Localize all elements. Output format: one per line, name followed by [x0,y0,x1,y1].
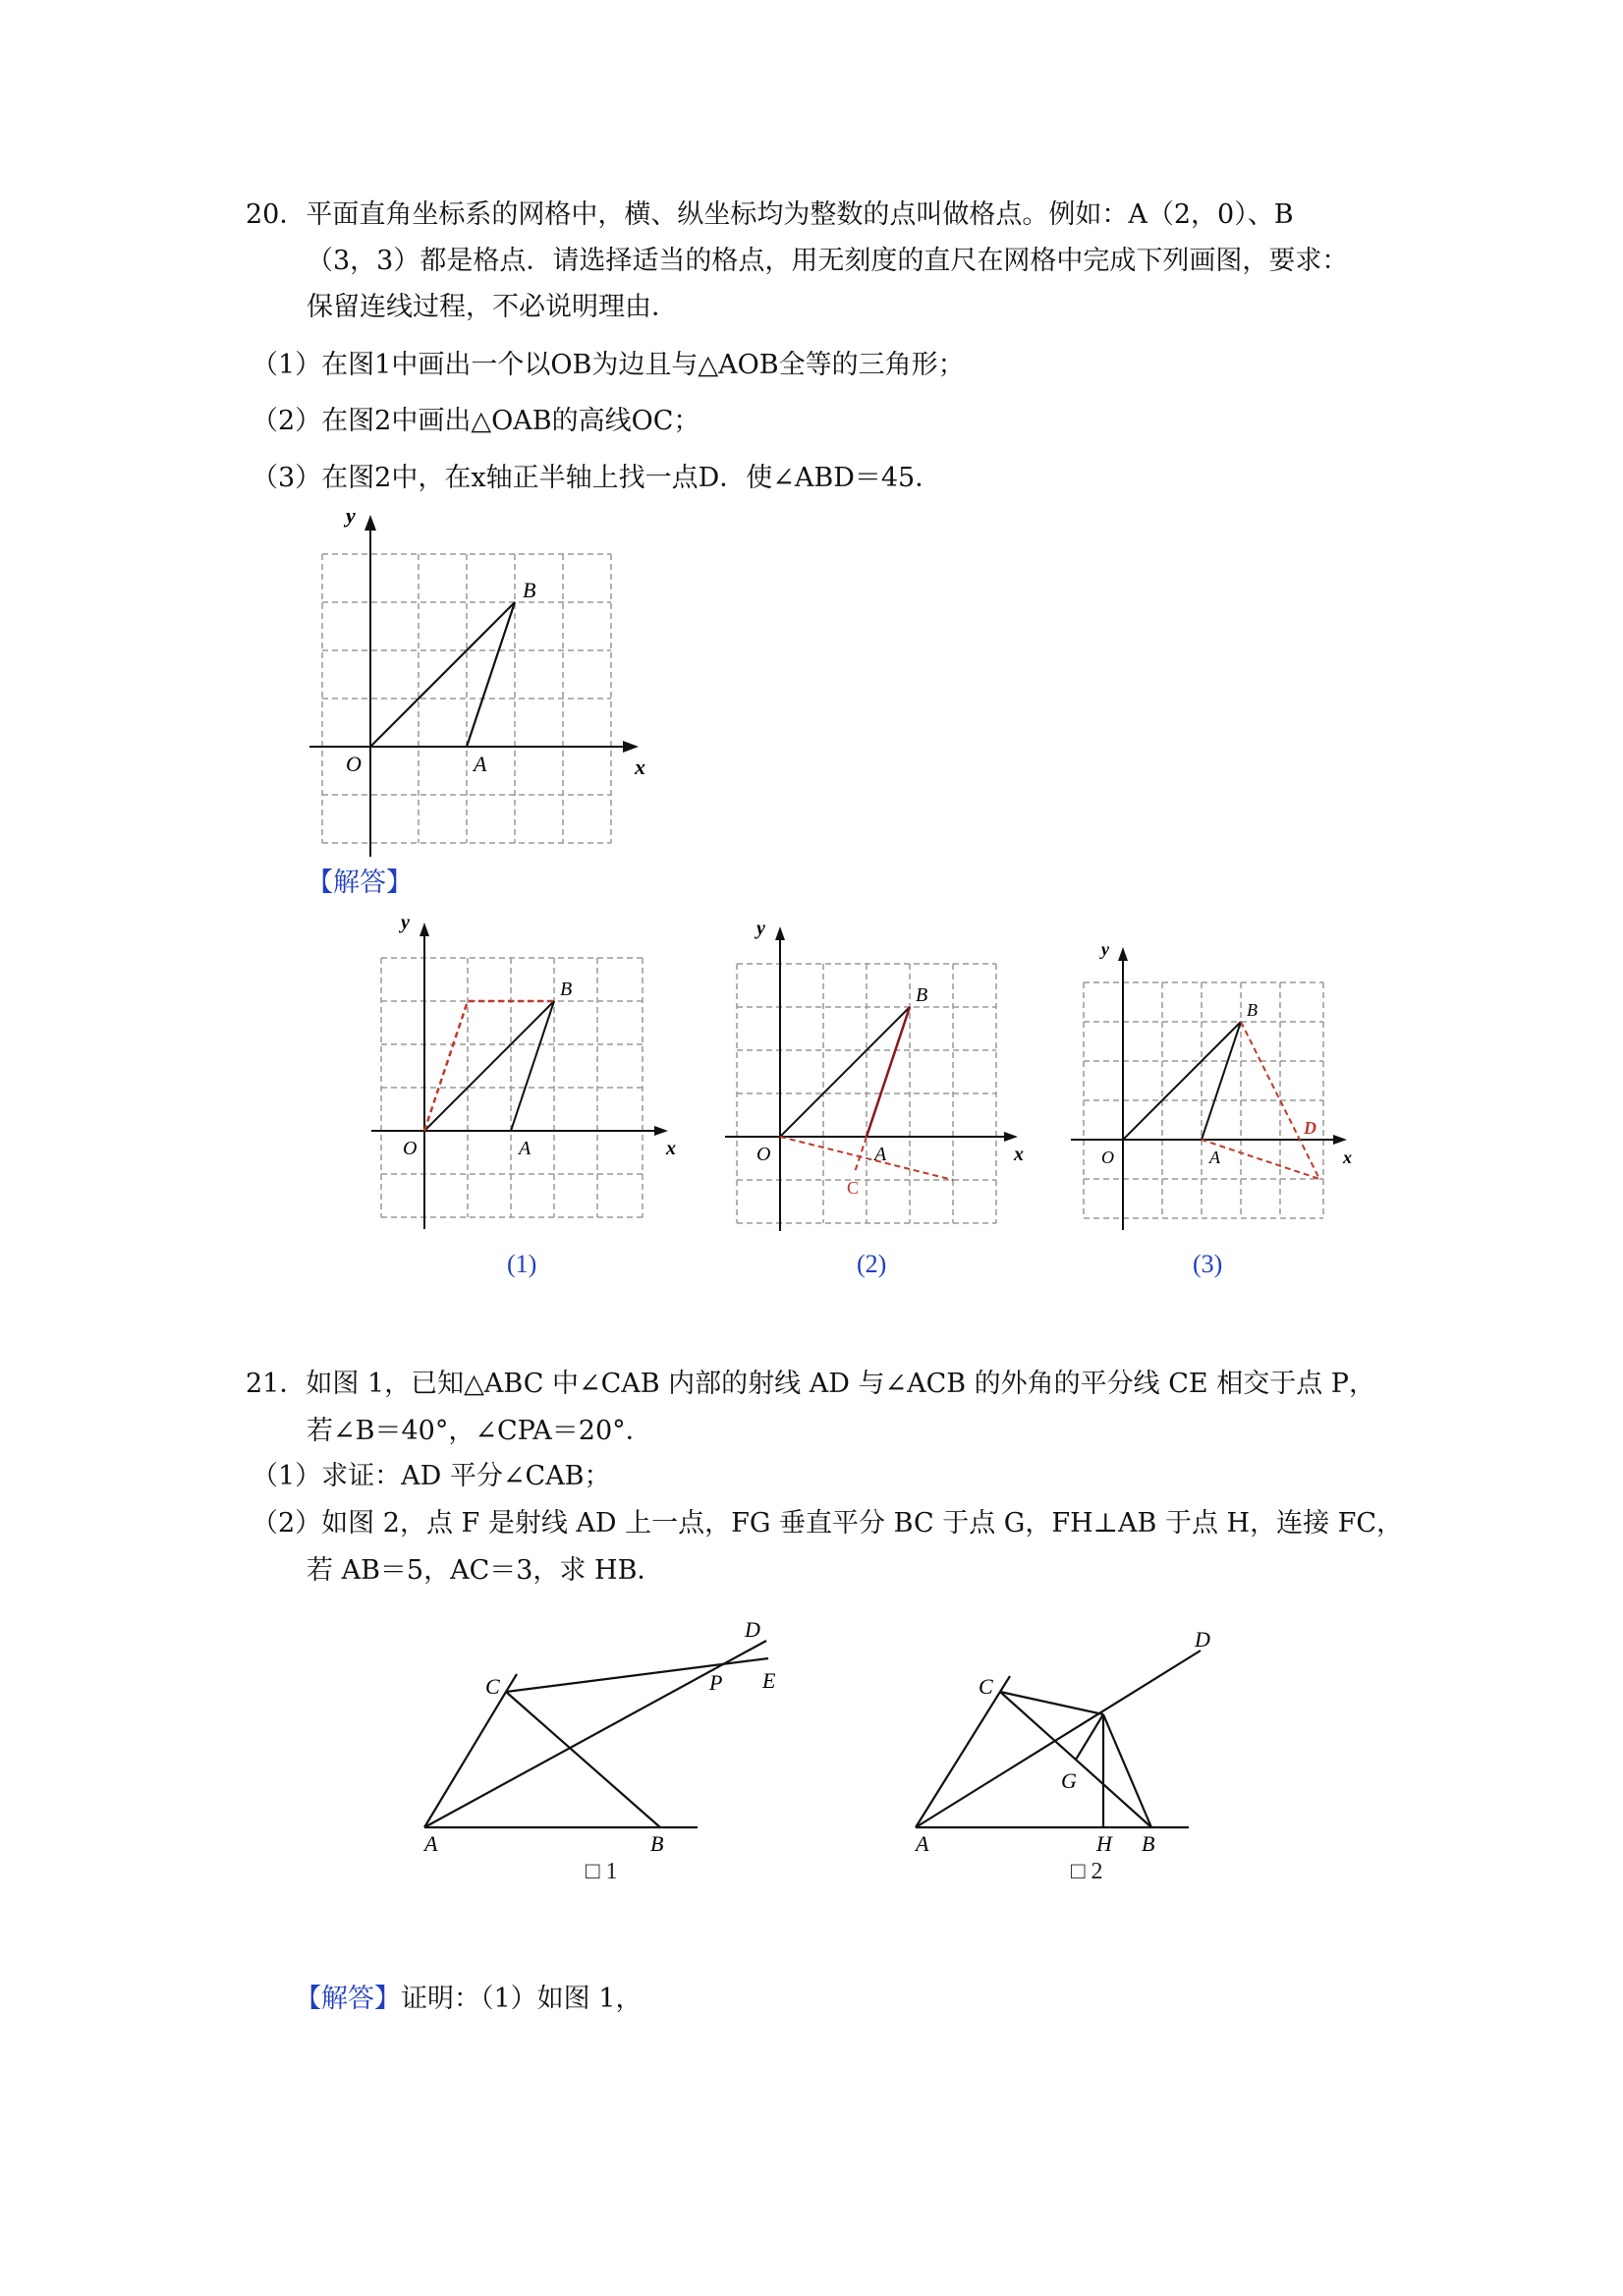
label-b: B [1247,1000,1258,1020]
label-o: O [1101,1148,1114,1167]
q20-question-graph [295,501,668,865]
q21-line1: 21．如图 1，已知△ABC 中∠CAB 内部的射线 AD 与∠ACB 的外角的平分线 CE 相交于点 P， [246,1369,1375,1399]
label-d: D [745,1617,760,1642]
label-a: A [519,1138,532,1159]
label-a: A [874,1144,887,1165]
y-arrow-icon [364,515,376,531]
q21-figure-2 [894,1621,1228,1867]
label-a: A [1209,1148,1220,1167]
q20-line3: 保留连线过程，不必说明理由． [307,292,678,322]
answer-graph-2 [717,909,1041,1233]
segment-ac [916,1692,1000,1827]
triangle-oab [424,1001,554,1131]
label-d: D [1304,1118,1316,1138]
construction-extension [855,1137,867,1172]
caption-3: (3) [1193,1250,1223,1278]
label-y: y [1101,939,1109,959]
label-y: y [756,918,765,939]
x-arrow-icon [1333,1135,1347,1145]
label-x: x [1343,1148,1352,1167]
label-b: B [523,578,536,602]
grid [322,554,611,843]
label-c: C [979,1674,993,1699]
segment-fg [1076,1714,1103,1760]
q21-answer-text: 证明：（1）如图 1， [401,1984,643,2014]
q21-answer-label: 【解答】 [295,1984,401,2014]
segment-ac [424,1692,506,1827]
label-c: C [485,1674,500,1699]
label-y: y [346,503,356,528]
q20-line2: （3，3）都是格点．请选择适当的格点，用无刻度的直尺在网格中完成下列画图，要求： [307,246,1349,276]
label-x: x [635,755,645,779]
y-arrow-icon [775,926,785,940]
label-a: A [474,752,487,776]
x-arrow-icon [1004,1132,1018,1142]
x-arrow-icon [623,741,639,753]
side-ab-highlight [867,1007,910,1137]
label-o: O [756,1144,771,1165]
label-e: E [762,1668,776,1693]
label-c: C [847,1178,860,1198]
label-b: B [1142,1831,1155,1856]
q21-part2b: 若 AB＝5，AC＝3，求 HB． [307,1555,664,1586]
label-p: P [709,1670,723,1695]
ray-ad [916,1651,1201,1827]
q20-part3: （3）在图2中，在x轴正半轴上找一点D．使∠ABD＝45． [252,463,942,493]
label-x: x [1014,1144,1024,1165]
label-g: G [1061,1768,1077,1793]
q21-answer [295,1983,642,2016]
label-o: O [346,752,362,776]
segment-fb [1103,1714,1151,1827]
q20-part2: （2）在图2中画出△OAB的高线OC； [252,406,700,436]
q20-part1: （1）在图1中画出一个以OB为边且与△AOB全等的三角形； [252,350,965,380]
label-h: H [1096,1831,1112,1856]
q20-answer-label: 【解答】 [307,868,413,898]
segment-fc [1000,1692,1103,1714]
label-b: B [560,979,573,1000]
label-d: D [1195,1627,1210,1652]
label-a: A [916,1831,929,1856]
caption-1: (1) [507,1250,537,1278]
grid [1084,982,1323,1218]
label-x: x [666,1138,676,1159]
triangle-oab [780,1007,910,1137]
q21-fig2-caption: □ 2 [1071,1859,1103,1884]
x-arrow-icon [654,1126,668,1136]
grid [737,964,996,1223]
ray-ad [424,1641,766,1827]
y-arrow-icon [1118,947,1128,961]
answer-graph-1 [364,909,688,1233]
y-arrow-icon [420,923,429,936]
q21-fig1-caption: □ 1 [586,1859,618,1884]
triangle-oab [370,602,515,747]
triangle-oab [1123,1022,1241,1140]
label-b: B [650,1831,664,1856]
q21-figure-1 [403,1611,796,1867]
grid [381,958,643,1217]
ray-ce [506,1658,768,1692]
label-a: A [424,1831,438,1856]
label-o: O [403,1138,418,1159]
extension-ac [506,1674,517,1692]
q21-part1: （1）求证：AD 平分∠CAB； [252,1461,611,1491]
label-b: B [916,984,928,1006]
caption-2: (2) [857,1250,887,1278]
q21-part2a: （2）如图 2，点 F 是射线 AD 上一点，FG 垂直平分 BC 于点 G，FH⊥AB 于点 H，连接 FC， [252,1508,1404,1539]
label-y: y [401,912,410,933]
q21-line2: 若∠B＝40°，∠CPA＝20°． [307,1416,652,1446]
answer-graph-3 [1066,933,1371,1233]
q20-line1: 20．平面直角坐标系的网格中，横、纵坐标均为整数的点叫做格点。例如：A（2，0）、B [246,199,1294,230]
extension-ac [1000,1676,1010,1692]
